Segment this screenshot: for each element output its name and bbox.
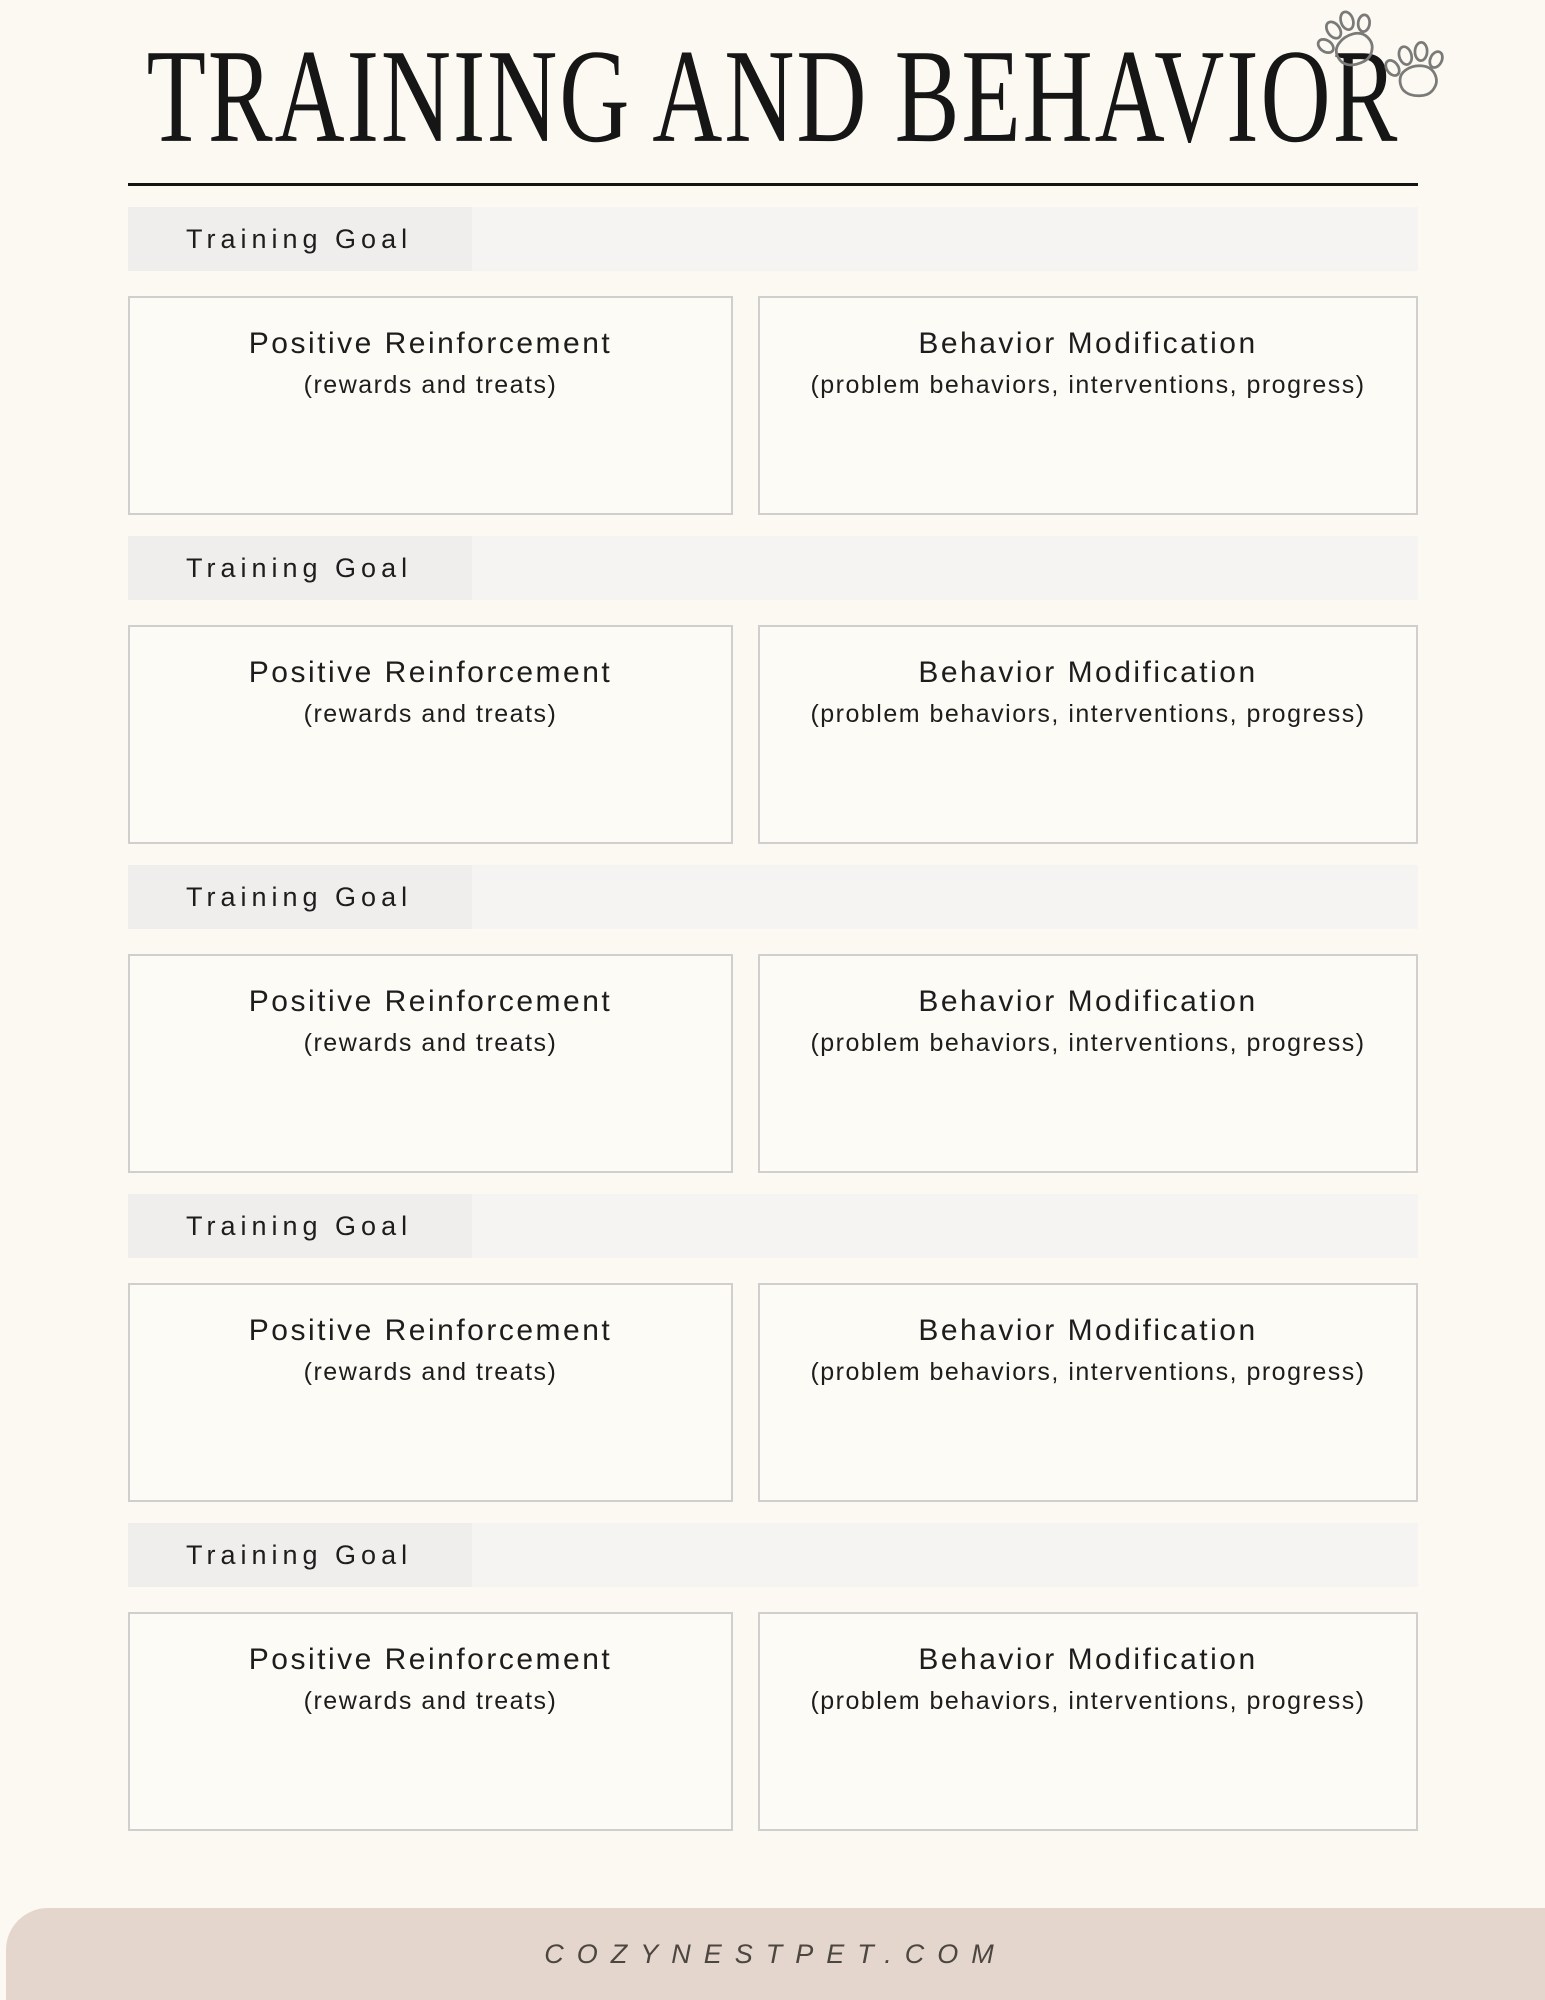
page-title: TRAINING AND BEHAVIOR bbox=[146, 22, 1400, 170]
training-section bbox=[128, 865, 1418, 1173]
paw-icons bbox=[1311, 6, 1463, 82]
writing-area bbox=[130, 1719, 731, 1819]
positive-reinforcement-title: Positive Reinforcement bbox=[248, 1314, 613, 1347]
behavior-modification-box bbox=[758, 954, 1418, 1173]
positive-reinforcement-title: Positive Reinforcement bbox=[248, 1643, 613, 1676]
behavior-modification-box bbox=[758, 296, 1418, 515]
positive-reinforcement-box bbox=[128, 954, 733, 1173]
positive-reinforcement-title: Positive Reinforcement bbox=[248, 656, 613, 689]
training-goal-label: Training Goal bbox=[128, 1194, 472, 1258]
training-section bbox=[128, 1194, 1418, 1502]
positive-reinforcement-subtitle: (rewards and treats) bbox=[303, 371, 558, 399]
behavior-modification-title: Behavior Modification bbox=[918, 656, 1258, 689]
positive-reinforcement-title: Positive Reinforcement bbox=[248, 985, 613, 1018]
writing-area bbox=[130, 1061, 731, 1161]
footer bbox=[6, 1908, 1545, 2000]
behavior-modification-title: Behavior Modification bbox=[918, 327, 1258, 360]
training-section bbox=[128, 207, 1418, 515]
writing-area bbox=[760, 1061, 1416, 1161]
training-goal-bar bbox=[128, 865, 1418, 929]
header bbox=[128, 0, 1418, 186]
training-goal-bar bbox=[128, 536, 1418, 600]
behavior-modification-title: Behavior Modification bbox=[918, 1643, 1258, 1676]
behavior-modification-subtitle: (problem behaviors, interventions, progress) bbox=[810, 1358, 1366, 1386]
section-boxes bbox=[128, 954, 1418, 1173]
behavior-modification-subtitle: (problem behaviors, interventions, progress) bbox=[810, 700, 1366, 728]
sections bbox=[128, 207, 1418, 1831]
training-goal-label: Training Goal bbox=[128, 536, 472, 600]
positive-reinforcement-subtitle: (rewards and treats) bbox=[303, 1687, 558, 1715]
behavior-modification-box bbox=[758, 1283, 1418, 1502]
positive-reinforcement-subtitle: (rewards and treats) bbox=[303, 700, 558, 728]
behavior-modification-title: Behavior Modification bbox=[918, 1314, 1258, 1347]
positive-reinforcement-subtitle: (rewards and treats) bbox=[303, 1029, 558, 1057]
writing-area bbox=[760, 732, 1416, 832]
website-url: COZYNESTPET.COM bbox=[544, 1938, 1007, 1969]
writing-area bbox=[760, 403, 1416, 503]
training-goal-label: Training Goal bbox=[128, 1523, 472, 1587]
training-section bbox=[128, 1523, 1418, 1831]
training-section bbox=[128, 536, 1418, 844]
positive-reinforcement-box bbox=[128, 625, 733, 844]
training-goal-label: Training Goal bbox=[128, 865, 472, 929]
behavior-modification-box bbox=[758, 1612, 1418, 1831]
behavior-modification-subtitle: (problem behaviors, interventions, progress) bbox=[810, 371, 1366, 399]
section-boxes bbox=[128, 1612, 1418, 1831]
writing-area bbox=[130, 1390, 731, 1490]
positive-reinforcement-title: Positive Reinforcement bbox=[248, 327, 613, 360]
behavior-modification-subtitle: (problem behaviors, interventions, progress) bbox=[810, 1029, 1366, 1057]
writing-area bbox=[130, 732, 731, 832]
training-goal-label: Training Goal bbox=[128, 207, 472, 271]
behavior-modification-title: Behavior Modification bbox=[918, 985, 1258, 1018]
behavior-modification-box bbox=[758, 625, 1418, 844]
section-boxes bbox=[128, 296, 1418, 515]
training-goal-bar bbox=[128, 1194, 1418, 1258]
training-goal-bar bbox=[128, 207, 1418, 271]
positive-reinforcement-box bbox=[128, 1283, 733, 1502]
writing-area bbox=[760, 1719, 1416, 1819]
writing-area bbox=[130, 403, 731, 503]
positive-reinforcement-subtitle: (rewards and treats) bbox=[303, 1358, 558, 1386]
positive-reinforcement-box bbox=[128, 1612, 733, 1831]
positive-reinforcement-box bbox=[128, 296, 733, 515]
training-goal-bar bbox=[128, 1523, 1418, 1587]
behavior-modification-subtitle: (problem behaviors, interventions, progress) bbox=[810, 1687, 1366, 1715]
paw-icon bbox=[1374, 33, 1455, 114]
writing-area bbox=[760, 1390, 1416, 1490]
section-boxes bbox=[128, 625, 1418, 844]
section-boxes bbox=[128, 1283, 1418, 1502]
